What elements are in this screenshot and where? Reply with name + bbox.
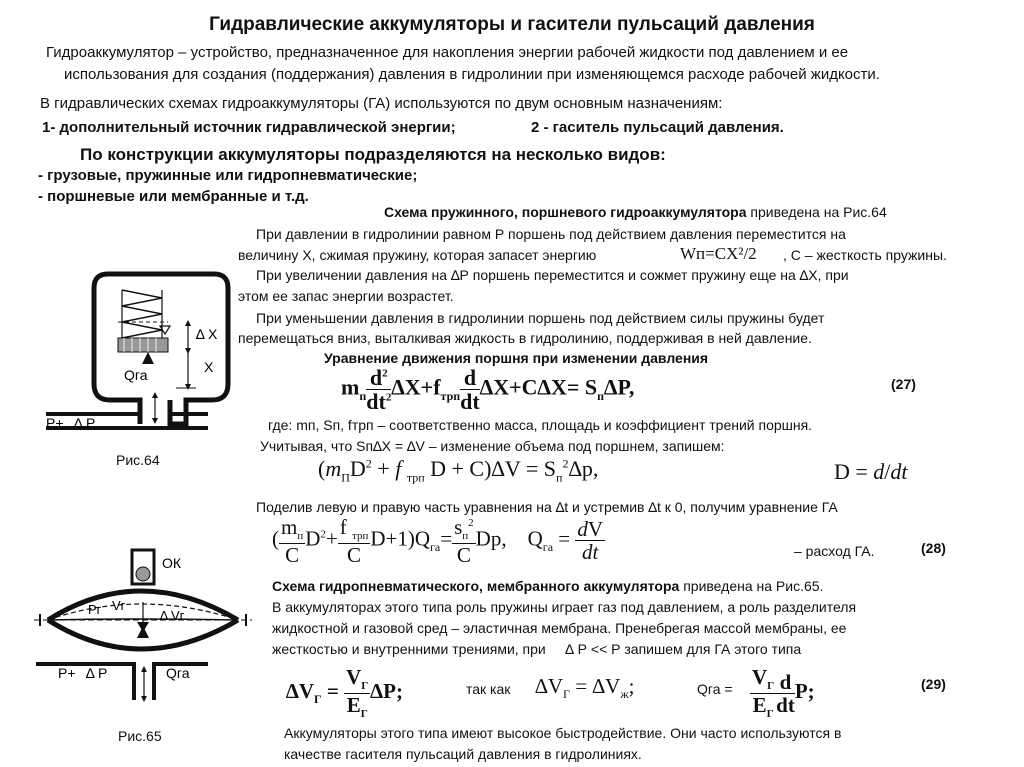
equation-27: $m_п$ $\frac{d^2}{dt^2}$ $\Delta X+f_{трп}$ $\frac{d}{dt}$ $\Delta X+C\Delta X= S_п\Delta P$,	[341, 365, 635, 415]
delta-icon: ∆	[373, 438, 382, 454]
equation-28: ( $\frac{m_п}{C}$ $D^2+$ $\frac{f _{трп}}{C}$ $D+1)Q_{га}=$ $\frac{s_п^2}{C}$ Dp, $Q_{га}$ = $\frac{dV}{dt}$	[272, 515, 604, 567]
equation-29b: $\Delta V_Г = \Delta V_ж$;	[535, 674, 635, 702]
membrane-p3b: Р << Р запишем для ГА этого типа	[577, 641, 802, 657]
spring-p2a: При увеличении давления на	[256, 267, 448, 283]
intro-line-1: Гидроаккумулятор – устройство, предназначенное для накопления энергии рабочей жидкости под давлением и ее	[46, 44, 849, 61]
figure-64-diagram	[36, 264, 236, 464]
delta-icon: ∆	[450, 267, 460, 283]
membrane-p3	[272, 641, 801, 657]
equation-29c: $\frac{V_Г}{E_Г}$ $\frac{d}{dt}$ P;	[752, 665, 815, 720]
purpose-2: 2 - гаситель пульсаций давления.	[531, 119, 784, 136]
equation-volume: ($m_ПD^2 + f$ $_{трп}$ $D + C)\Delta V = S_п^2\Delta p$,	[318, 456, 599, 485]
delta-icon: ∆	[406, 438, 416, 454]
page-title: Гидравлические аккумуляторы и гасители пульсаций давления	[209, 14, 815, 35]
equation-29-number: (29)	[921, 676, 946, 692]
given-a: Учитывая, что Sп	[260, 438, 374, 454]
energy-formula: Wп=CX²/2	[680, 244, 757, 263]
spring-heading	[384, 204, 887, 220]
membrane-heading	[272, 578, 823, 594]
intro-line-3: В гидравлических схемах гидроаккумуляторы (ГА) используются по двум основным назначениям:	[40, 95, 723, 112]
membrane-p2: жидкостной и газовой сред – эластичная мембрана. Пренебрегая массой мембраны, ее	[272, 620, 847, 636]
delta-icon: ∆	[565, 641, 574, 657]
equation-d-operator: D = d/dt	[834, 459, 908, 484]
divide-c: t к 0, получим уравнение ГА	[656, 499, 838, 515]
given-b: Х =	[381, 438, 404, 454]
spring-p3a: При уменьшении давления в гидролинии поршень под действием силы пружины будет	[256, 310, 825, 326]
delta-icon: ∆	[799, 267, 809, 283]
given-c: V – изменение объема под поршнем, запишем:	[415, 438, 725, 454]
spring-icon	[122, 290, 162, 338]
fig65-p-label-b: P	[98, 665, 108, 681]
spring-p1a: При давлении в гидролинии равном Р поршень под действием давления переместится на	[256, 226, 846, 242]
fig64-dx-label: Х	[208, 326, 218, 342]
fig64-p-label-a: P+	[46, 415, 64, 431]
check-valve-ball-icon	[136, 567, 150, 581]
fig65-ok-label: ОК	[162, 555, 182, 571]
piston	[118, 338, 168, 352]
fig64-q-label: Qга	[124, 367, 148, 383]
spring-p2	[256, 267, 849, 283]
since-label: так как	[466, 681, 511, 697]
equation-27-number: (27)	[891, 376, 916, 392]
divide-b: t и устремив	[564, 499, 645, 515]
delta-icon: ∆	[648, 499, 657, 515]
figure-64-caption: Рис.64	[116, 452, 160, 468]
given-line	[260, 438, 725, 454]
delta-icon: ∆	[86, 665, 95, 681]
fig65-pg-label: Pг	[88, 602, 102, 617]
delta-icon: ∆	[555, 499, 565, 515]
divide-a: Поделив левую и правую часть уравнения на	[256, 499, 552, 515]
where-line: где: mп, Sп, fтрп – соответственно масса, площадь и коэффициент трений поршня.	[268, 417, 813, 433]
delta-icon: ∆	[160, 608, 168, 623]
fig65-q-label: Qга	[166, 665, 190, 681]
intro-line-2: использования для создания (поддержания) давления в гидролинии при изменяющемся расходе рабочей жидкости.	[64, 66, 880, 83]
spring-heading-rest: приведена на Рис.64	[746, 204, 887, 220]
flow-note: – расход ГА.	[794, 543, 875, 559]
spring-p2c: Х, при	[808, 267, 849, 283]
final-line-1: Аккумуляторы этого типа имеют высокое быстродействие. Они часто используются в	[284, 725, 842, 741]
q-eq-label: Qга =	[697, 681, 733, 697]
spring-p3b: перемещаться вниз, выталкивая жидкость в гидролинию, поддерживая в ней давление.	[238, 330, 812, 346]
equation-29a: $\Delta V_Г$ = $\frac{V_Г}{E_Г}$ ∆P;	[286, 665, 403, 720]
types-item-1: - грузовые, пружинные или гидропневматические;	[38, 167, 418, 184]
membrane-p3a: жесткостью и внутренними трениями, при	[272, 641, 546, 657]
types-item-2: - поршневые или мембранные и т.д.	[38, 188, 309, 205]
fig65-vg-label: Vг	[112, 598, 126, 613]
fig64-p-label-b: P	[86, 415, 96, 431]
purpose-1: 1- дополнительный источник гидравлической энергии;	[42, 119, 456, 136]
types-heading: По конструкции аккумуляторы подразделяются на несколько видов:	[80, 145, 666, 164]
spring-p1b: величину X, сжимая пружину, которая запасет энергию	[238, 247, 597, 263]
figure-65-caption: Рис.65	[118, 728, 162, 744]
membrane-heading-bold: Схема гидропневматического, мембранного аккумулятора	[272, 578, 680, 594]
fig64-x-label: Х	[204, 359, 214, 375]
final-line-2: качестве гасителя пульсаций давления в гидролиниях.	[284, 746, 642, 762]
pipe-left	[36, 664, 134, 700]
delta-icon: ∆	[74, 415, 83, 431]
motion-heading: Уравнение движения поршня при изменении давления	[324, 350, 709, 366]
fig65-p-label-a: P+	[58, 665, 76, 681]
figure-65-diagram	[30, 540, 260, 715]
equation-28-number: (28)	[921, 540, 946, 556]
delta-icon: ∆	[196, 326, 205, 342]
spring-heading-bold: Схема пружинного, поршневого гидроаккумулятора	[384, 204, 747, 220]
spring-p2d: этом ее запас энергии возрастет.	[238, 288, 454, 304]
membrane-p1: В аккумуляторах этого типа роль пружины играет газ под давлением, а роль разделителя	[272, 599, 857, 615]
spring-p1c: , C – жесткость пружины.	[783, 247, 947, 263]
spring-p2b: Р поршень переместится и сожмет пружину еще на	[459, 267, 796, 283]
fig65-dvg-label: Vг	[171, 608, 185, 623]
membrane-heading-rest: приведена на Рис.65.	[679, 578, 824, 594]
divide-line	[256, 499, 838, 515]
